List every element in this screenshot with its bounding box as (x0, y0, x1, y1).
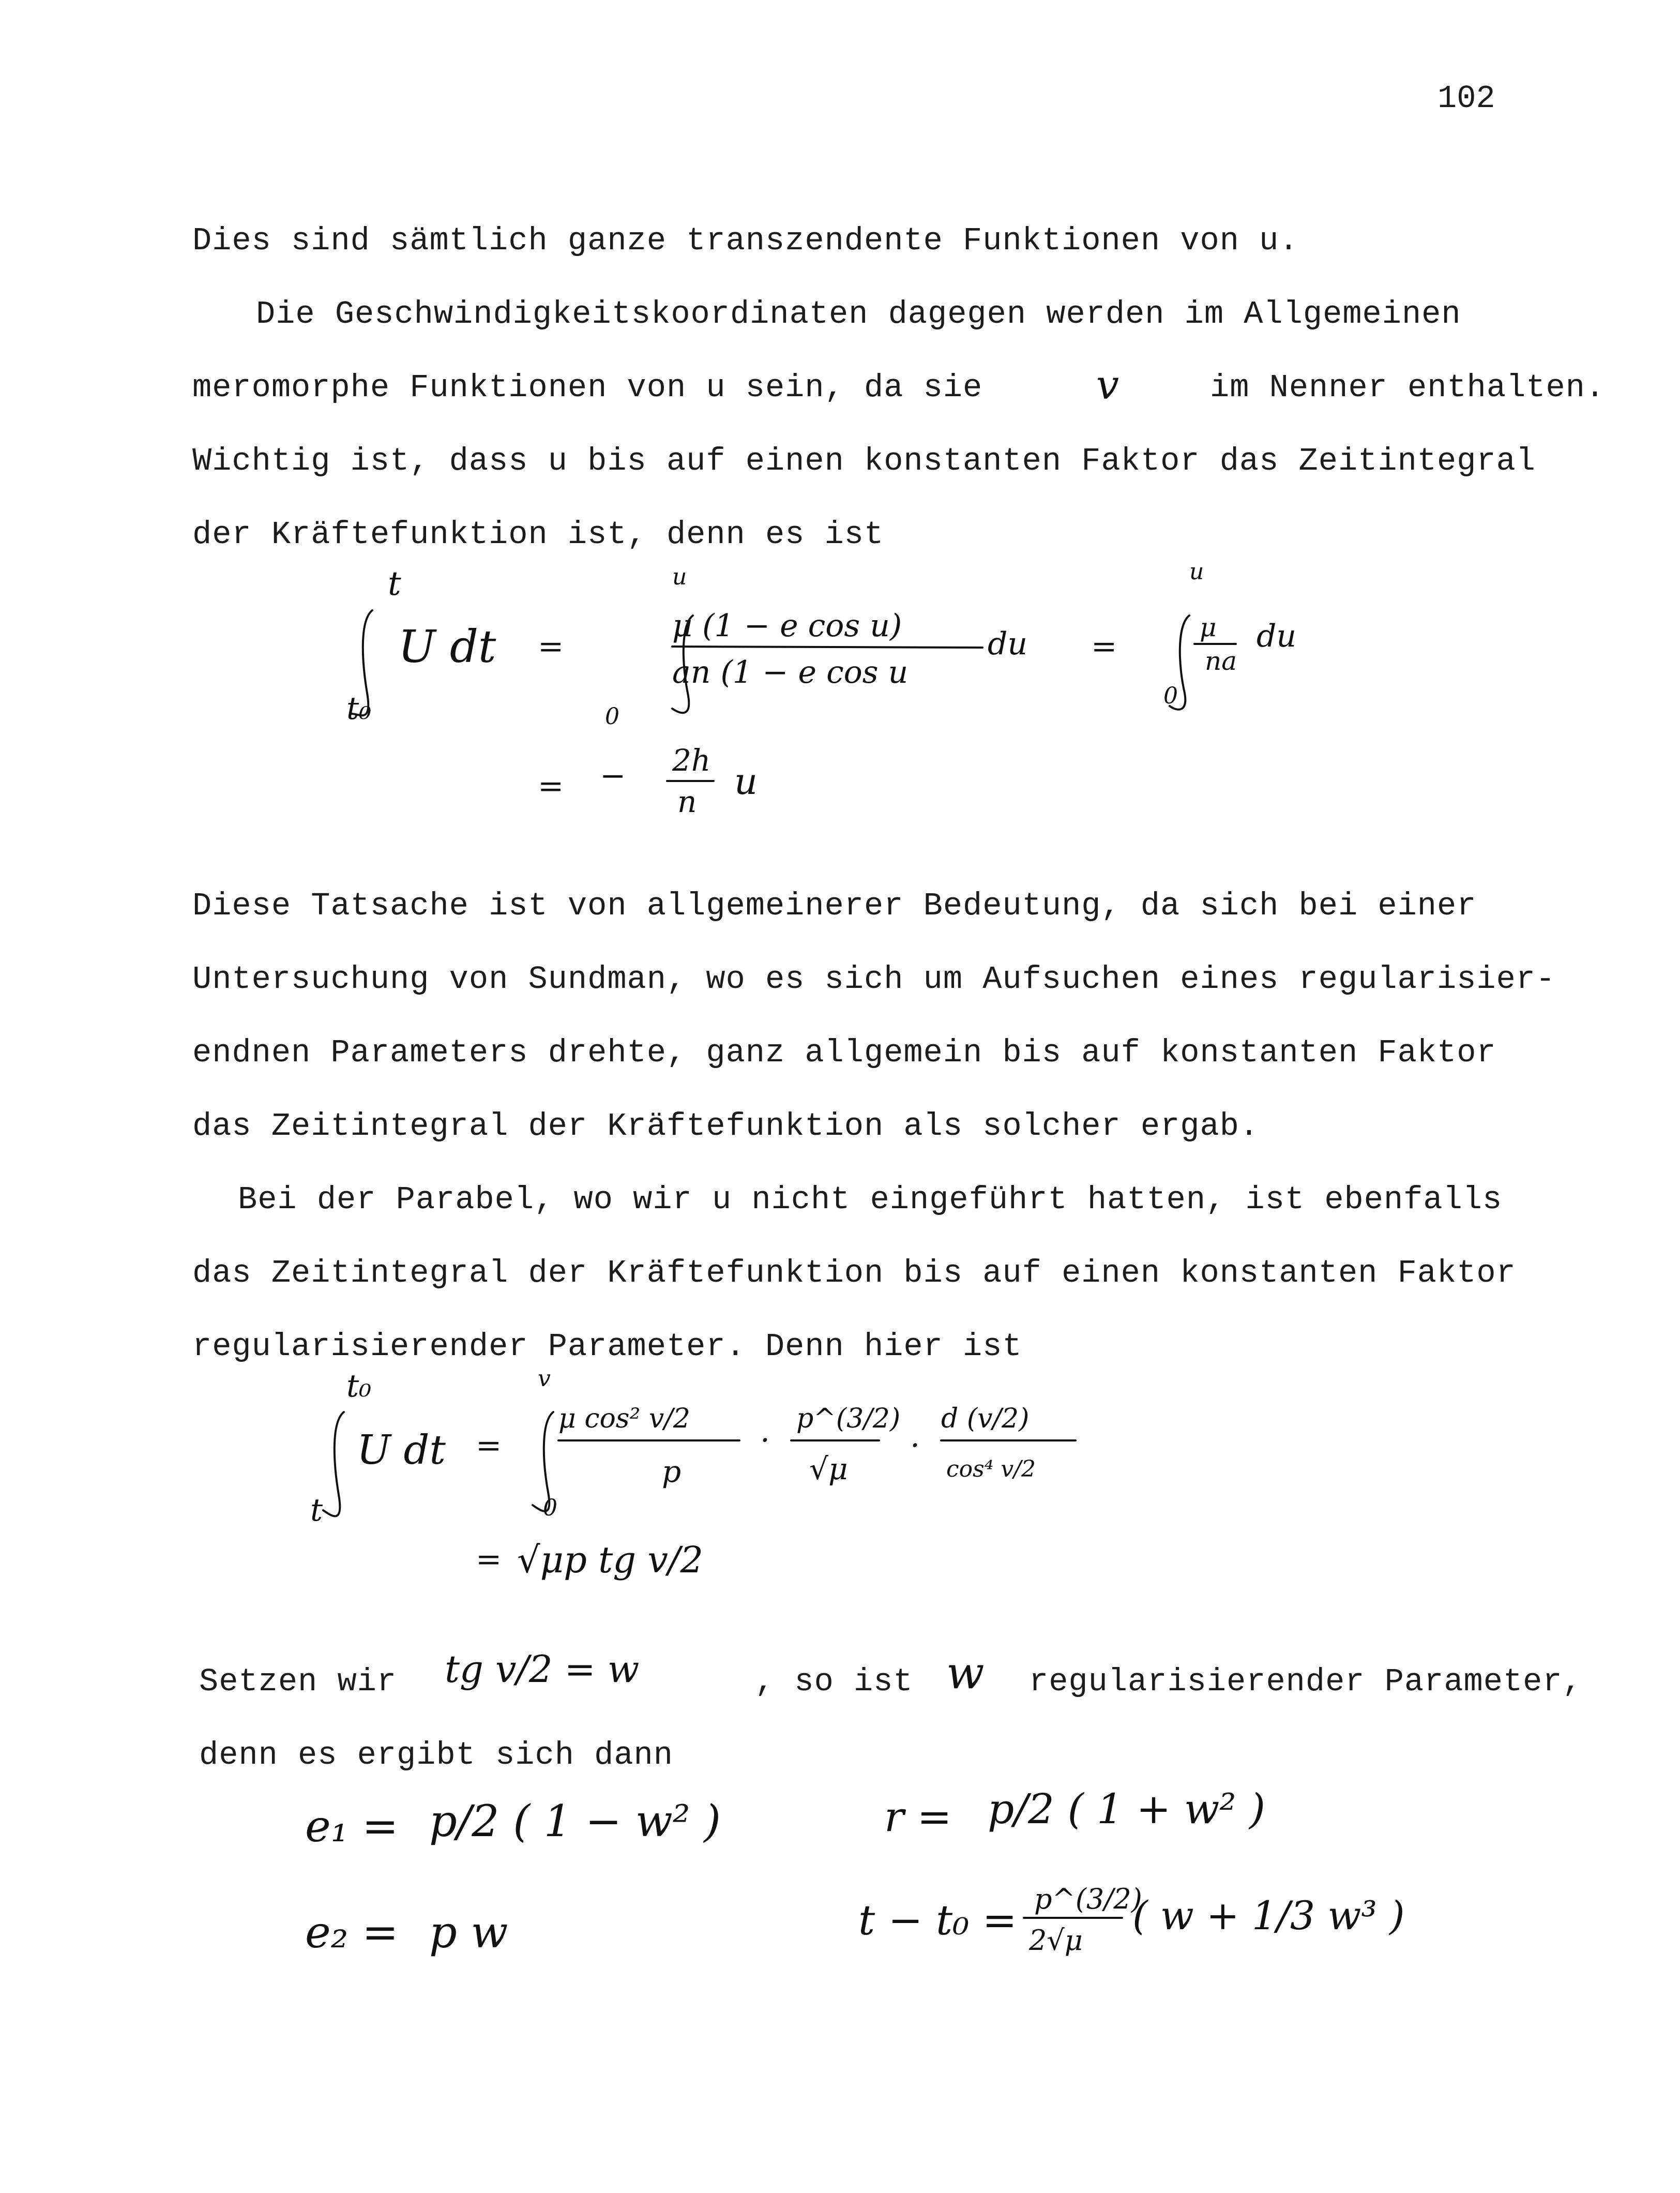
f1-eq-1: = (538, 628, 564, 665)
text-line-1: Dies sind sämtlich ganze transzendente Funktionen von u. (192, 222, 1299, 259)
f1-lhs: U dt (398, 621, 496, 673)
f2-eq-1: = (476, 1428, 502, 1464)
f2-upper: t₀ (346, 1368, 372, 1404)
text-line-13c: regularisierender Parameter, (1029, 1663, 1582, 1700)
f2-den1: p (662, 1454, 682, 1489)
eq1-lhs: e₁ = (305, 1801, 399, 1852)
f1-result-num: 2h (672, 743, 711, 778)
text-line-4: Wichtig ist, dass u bis auf einen konstanten Faktor das Zeitintegral (192, 443, 1536, 479)
eq1-rhs: p/2 ( 1 − w² ) (429, 1796, 721, 1846)
f1-eq-3: = (538, 768, 564, 804)
eq4-frac-den: 2√μ (1029, 1924, 1083, 1957)
f1-int-lower: t₀ (346, 690, 372, 727)
page-number: 102 (1437, 80, 1495, 117)
text-line-11: das Zeitintegral der Kräftefunktion bis auf einen konstanten Faktor (192, 1255, 1516, 1291)
text-line-9: das Zeitintegral der Kräftefunktion als solcher ergab. (192, 1108, 1260, 1145)
eq2-lhs: e₂ = (305, 1907, 399, 1958)
formula-2 (300, 1365, 1127, 1593)
f1-minus: − (600, 758, 626, 794)
text-line-2: Die Geschwindigkeitskoordinaten dagegen werden im Allgemeinen (256, 296, 1461, 333)
f2-integral-sign (323, 1412, 344, 1516)
f2-int-upper: v (538, 1365, 551, 1392)
inline-tg-expression: tg v/2 = w (445, 1647, 640, 1691)
text-line-5: der Kräftefunktion ist, denn es ist (192, 516, 884, 553)
text-line-13a: Setzen wir (199, 1663, 397, 1700)
eq4-frac-num: p^(3/2) (1034, 1883, 1142, 1915)
f1-den: an (1 − e cos u (672, 654, 909, 690)
f2-num1: μ cos² v/2 (558, 1403, 690, 1434)
text-line-3a: meromorphe Funktionen von u sein, da sie (192, 369, 983, 406)
f2-den3: cos⁴ v/2 (946, 1456, 1036, 1482)
f2-num3: d (v/2) (941, 1403, 1030, 1434)
f1-int-u-2: u (1189, 559, 1204, 585)
f1-result-den: n (677, 784, 697, 819)
eq3-rhs: p/2 ( 1 + w² ) (988, 1785, 1266, 1833)
eq4-rhs: ( w + 1/3 w³ ) (1132, 1892, 1405, 1939)
f1-du-2: du (1257, 618, 1297, 654)
f1-result-u: u (734, 760, 758, 803)
eq4-lhs: t − t₀ = (858, 1896, 1017, 1944)
f2-num2: p^(3/2) (796, 1403, 901, 1434)
eq3-lhs: r = (884, 1793, 952, 1841)
f2-result: √μp tg v/2 (517, 1539, 704, 1581)
text-line-10: Bei der Parabel, wo wir u nicht eingeführt hatten, ist ebenfalls (238, 1181, 1503, 1218)
f1-eq-2: = (1091, 628, 1117, 665)
f2-eq-2: = (476, 1541, 502, 1578)
text-line-8: endnen Parameters drehte, ganz allgemein bis auf konstanten Faktor (192, 1034, 1496, 1071)
eq2-rhs: p w (429, 1907, 508, 1958)
f2-dot-2: · (910, 1428, 920, 1464)
inline-w-symbol: w (946, 1647, 985, 1699)
text-line-7: Untersuchung von Sundman, wo es sich um Aufsuchen eines regularisier- (192, 961, 1556, 998)
f1-fraction-bar (672, 647, 982, 648)
f1-int-upper: t (388, 565, 401, 603)
f2-lower: t (310, 1492, 323, 1528)
text-line-13b: , so ist (755, 1663, 913, 1700)
formula-3 (300, 1779, 1541, 1996)
f1-int-0-1: 0 (605, 703, 619, 730)
f2-lhs: U dt (357, 1427, 446, 1474)
f1-simple-num: μ (1200, 612, 1217, 642)
f2-int-lower: 0 (543, 1495, 557, 1521)
f2-dot-1: · (760, 1422, 770, 1459)
inline-v-symbol: v (1096, 362, 1119, 409)
f1-int-u-1: u (672, 564, 687, 590)
formula-1 (310, 559, 1396, 828)
text-line-14: denn es ergibt sich dann (199, 1737, 673, 1774)
f1-simple-den: na (1205, 646, 1237, 676)
f1-du: du (988, 626, 1028, 662)
text-line-3b: im Nenner enthalten. (1210, 369, 1606, 406)
f1-int-0-2: 0 (1163, 683, 1178, 709)
f2-den2: √μ (809, 1451, 848, 1486)
f1-num: μ (1 − e cos u) (672, 608, 902, 644)
text-line-12: regularisierender Parameter. Denn hier ist (192, 1328, 1022, 1365)
text-line-6: Diese Tatsache ist von allgemeinerer Bedeutung, da sich bei einer (192, 888, 1477, 924)
